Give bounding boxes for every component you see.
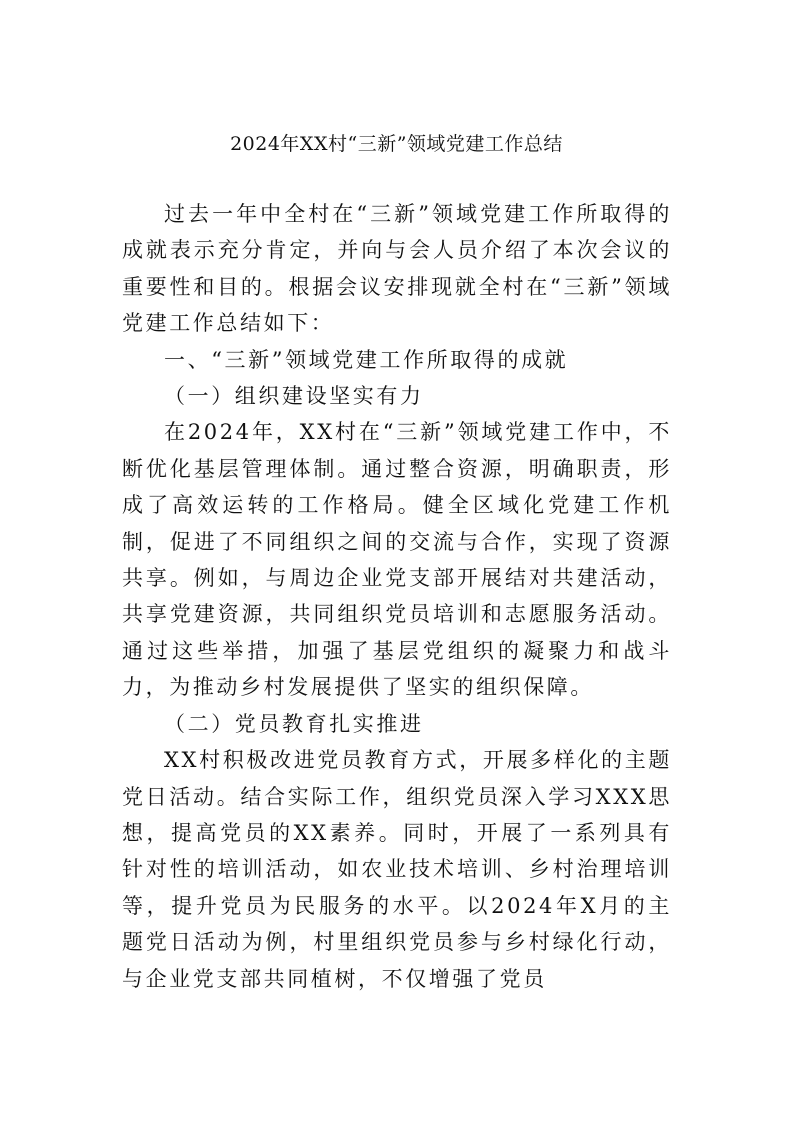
- subsection-heading-organization: （一）组织建设坚实有力: [164, 384, 424, 409]
- document-title: 2024年XX村“三新”领域党建工作总结: [230, 133, 563, 155]
- section-heading-achievements: 一、“三新”领域党建工作所取得的成就: [164, 347, 569, 372]
- document-body: [122, 196, 672, 997]
- intro-paragraph: 过去一年中全村在“三新”领域党建工作所取得的成就表示充分肯定，并向与会人员介绍了本次会议的重要性和目的。根据会议安排现就全村在“三新”领域党建工作总结如下：: [122, 202, 672, 336]
- organization-paragraph: 在2024年，XX村在“三新”领域党建工作中，不断优化基层管理体制。通过整合资源，明确职责，形成了高效运转的工作格局。健全区域化党建工作机制，促进了不同组织之间的交流与合作，实现了资源共享。例如，与周边企业党支部开展结对共建活动，共享党建资源，共同组织党员培训和志愿服务活动。通过这些举措，加强了基层党组织的凝聚力和战斗力，为推动乡村发展提供了坚实的组织保障。: [122, 420, 672, 700]
- education-paragraph: XX村积极改进党员教育方式，开展多样化的主题党日活动。结合实际工作，组织党员深入学习XXX思想，提高党员的XX素养。同时，开展了一系列具有针对性的培训活动，如农业技术培训、乡村治理培训等，提升党员为民服务的水平。以2024年X月的主题党日活动为例，村里组织党员参与乡村绿化行动，与企业党支部共同植树，不仅增强了党员: [122, 748, 672, 991]
- subsection-heading-education: （二）党员教育扎实推进: [164, 711, 424, 736]
